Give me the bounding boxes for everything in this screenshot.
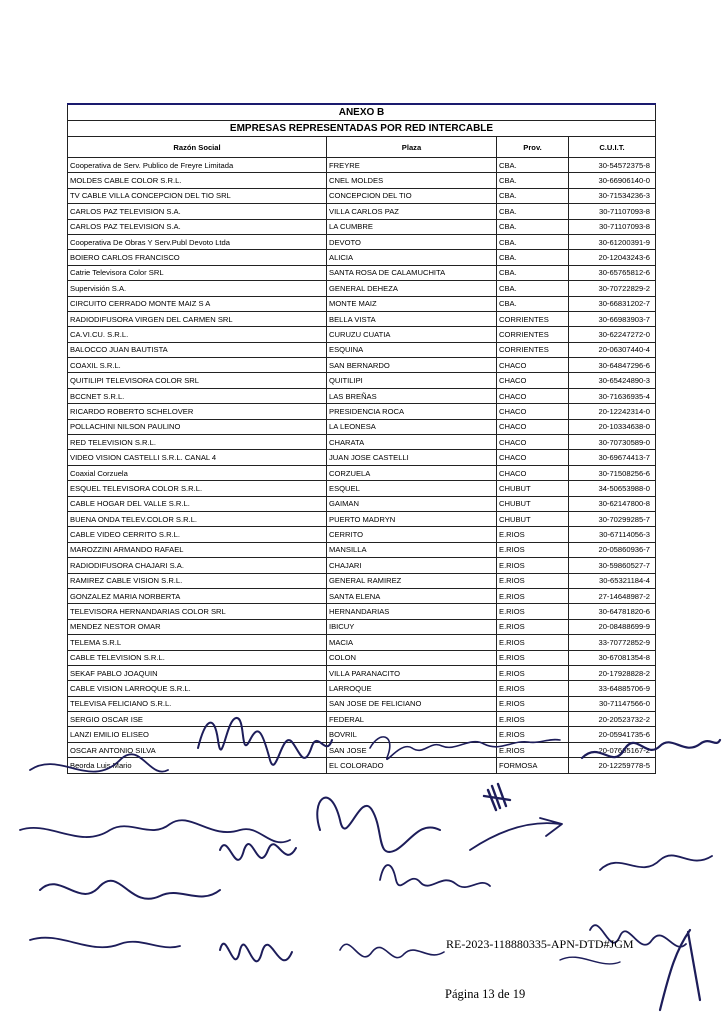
- razon-social-cell: GONZALEZ MARIA NORBERTA: [68, 588, 327, 603]
- annex-title: ANEXO B: [68, 104, 656, 121]
- table-row: [68, 604, 656, 619]
- table-row: [68, 250, 656, 265]
- column-header-razon-social: Razón Social: [68, 137, 327, 158]
- razon-social-cell: CARLOS PAZ TELEVISION S.A.: [68, 219, 327, 234]
- prov-cell: E.RIOS: [497, 573, 569, 588]
- prov-cell: CHACO: [497, 404, 569, 419]
- prov-cell: E.RIOS: [497, 619, 569, 634]
- razon-social-cell: BALOCCO JUAN BAUTISTA: [68, 342, 327, 357]
- razon-social-cell: Cooperativa de Serv. Publico de Freyre Limitada: [68, 158, 327, 173]
- razon-social-cell: OSCAR ANTONIO SILVA: [68, 742, 327, 757]
- cuit-cell: 30-67114056-3: [569, 527, 656, 542]
- cuit-cell: 20-17928828-2: [569, 665, 656, 680]
- prov-cell: E.RIOS: [497, 712, 569, 727]
- plaza-cell: SAN JOSE: [327, 742, 497, 757]
- prov-cell: CBA.: [497, 296, 569, 311]
- razon-social-cell: TELEMA S.R.L: [68, 635, 327, 650]
- signature-stroke: [40, 881, 220, 899]
- table-row: [68, 619, 656, 634]
- razon-social-cell: COAXIL S.R.L.: [68, 358, 327, 373]
- cuit-cell: 30-66983903-7: [569, 311, 656, 326]
- cuit-cell: 20-12242314-0: [569, 404, 656, 419]
- prov-cell: E.RIOS: [497, 527, 569, 542]
- prov-cell: E.RIOS: [497, 650, 569, 665]
- plaza-cell: CONCEPCION DEL TIO: [327, 188, 497, 203]
- cuit-cell: 30-54572375-8: [569, 158, 656, 173]
- table-row: [68, 327, 656, 342]
- cuit-cell: 34-50653988-0: [569, 481, 656, 496]
- table-row: [68, 358, 656, 373]
- signature-stroke: [370, 737, 560, 759]
- companies-table: [67, 103, 656, 774]
- annex-subtitle-row: [68, 121, 656, 137]
- plaza-cell: VILLA PARANACITO: [327, 665, 497, 680]
- plaza-cell: IBICUY: [327, 619, 497, 634]
- razon-social-cell: POLLACHINI NILSON PAULINO: [68, 419, 327, 434]
- cuit-cell: 30-70722829-2: [569, 281, 656, 296]
- prov-cell: CHUBUT: [497, 496, 569, 511]
- table-row: [68, 588, 656, 603]
- cuit-cell: 27-14648987-2: [569, 588, 656, 603]
- plaza-cell: GENERAL RAMIREZ: [327, 573, 497, 588]
- prov-cell: CHACO: [497, 450, 569, 465]
- column-header-prov: Prov.: [497, 137, 569, 158]
- signature-stroke: [220, 944, 292, 962]
- prov-cell: CORRIENTES: [497, 327, 569, 342]
- table-row: [68, 342, 656, 357]
- razon-social-cell: TELEVISA FELICIANO S.R.L.: [68, 696, 327, 711]
- plaza-cell: FREYRE: [327, 158, 497, 173]
- cuit-cell: 30-70730589-0: [569, 435, 656, 450]
- razon-social-cell: CARLOS PAZ TELEVISION S.A.: [68, 204, 327, 219]
- prov-cell: E.RIOS: [497, 696, 569, 711]
- cuit-cell: 20-05860936-7: [569, 542, 656, 557]
- cuit-cell: 20-12043243-6: [569, 250, 656, 265]
- razon-social-cell: Coaxial Corzuela: [68, 465, 327, 480]
- prov-cell: CHACO: [497, 358, 569, 373]
- document-id: RE-2023-118880335-APN-DTD#JGM: [446, 937, 634, 951]
- razon-social-cell: TV CABLE VILLA CONCEPCION DEL TIO SRL: [68, 188, 327, 203]
- prov-cell: E.RIOS: [497, 558, 569, 573]
- cuit-cell: 30-66906140-0: [569, 173, 656, 188]
- plaza-cell: ESQUEL: [327, 481, 497, 496]
- cuit-cell: 30-67081354-8: [569, 650, 656, 665]
- signature-stroke: [220, 844, 296, 860]
- razon-social-cell: SERGIO OSCAR ISE: [68, 712, 327, 727]
- prov-cell: CHACO: [497, 419, 569, 434]
- table-row: [68, 435, 656, 450]
- cuit-cell: 30-71636935-4: [569, 388, 656, 403]
- plaza-cell: LA CUMBRE: [327, 219, 497, 234]
- prov-cell: CORRIENTES: [497, 311, 569, 326]
- plaza-cell: FEDERAL: [327, 712, 497, 727]
- razon-social-cell: Catrie Televisora Color SRL: [68, 265, 327, 280]
- razon-social-cell: CIRCUITO CERRADO MONTE MAIZ S A: [68, 296, 327, 311]
- signature-stroke: [317, 798, 440, 852]
- plaza-cell: EL COLORADO: [327, 758, 497, 773]
- prov-cell: CHUBUT: [497, 481, 569, 496]
- plaza-cell: SAN JOSE DE FELICIANO: [327, 696, 497, 711]
- table-row: [68, 681, 656, 696]
- razon-social-cell: CABLE HOGAR DEL VALLE S.R.L.: [68, 496, 327, 511]
- signatures-scribble: [0, 700, 724, 1024]
- cuit-cell: 30-59860527-7: [569, 558, 656, 573]
- plaza-cell: LAS BREÑAS: [327, 388, 497, 403]
- plaza-cell: CORZUELA: [327, 465, 497, 480]
- prov-cell: E.RIOS: [497, 665, 569, 680]
- column-header-cuit: C.U.I.T.: [569, 137, 656, 158]
- page-number: Página 13 de 19: [445, 987, 526, 1001]
- razon-social-cell: TELEVISORA HERNANDARIAS COLOR SRL: [68, 604, 327, 619]
- razon-social-cell: RADIODIFUSORA VIRGEN DEL CARMEN SRL: [68, 311, 327, 326]
- cuit-cell: 30-71534236-3: [569, 188, 656, 203]
- table-row: [68, 311, 656, 326]
- plaza-cell: HERNANDARIAS: [327, 604, 497, 619]
- signature-stroke: [340, 944, 444, 957]
- cuit-cell: 30-71107093-8: [569, 219, 656, 234]
- table-row: [68, 404, 656, 419]
- plaza-cell: BELLA VISTA: [327, 311, 497, 326]
- prov-cell: E.RIOS: [497, 604, 569, 619]
- table-row: [68, 450, 656, 465]
- signature-stroke: [582, 740, 720, 758]
- cuit-cell: 30-66831202-7: [569, 296, 656, 311]
- table-row: [68, 234, 656, 249]
- razon-social-cell: RICARDO ROBERTO SCHELOVER: [68, 404, 327, 419]
- razon-social-cell: VIDEO VISION CASTELLI S.R.L. CANAL 4: [68, 450, 327, 465]
- plaza-cell: ALICIA: [327, 250, 497, 265]
- table-row: [68, 481, 656, 496]
- cuit-cell: 30-65424890-3: [569, 373, 656, 388]
- prov-cell: CHACO: [497, 388, 569, 403]
- plaza-cell: SANTA ELENA: [327, 588, 497, 603]
- signature-stroke: [660, 930, 700, 1010]
- plaza-cell: COLON: [327, 650, 497, 665]
- prov-cell: E.RIOS: [497, 542, 569, 557]
- prov-cell: CHACO: [497, 373, 569, 388]
- razon-social-cell: MENDEZ NESTOR OMAR: [68, 619, 327, 634]
- razon-social-cell: ESQUEL TELEVISORA COLOR S.R.L.: [68, 481, 327, 496]
- plaza-cell: QUITILIPI: [327, 373, 497, 388]
- table-row: [68, 281, 656, 296]
- prov-cell: CBA.: [497, 219, 569, 234]
- annex-title-row: [68, 104, 656, 121]
- cuit-cell: 30-61200391-9: [569, 234, 656, 249]
- razon-social-cell: SEKAF PABLO JOAQUIN: [68, 665, 327, 680]
- razon-social-cell: CABLE VIDEO CERRITO S.R.L.: [68, 527, 327, 542]
- plaza-cell: SAN BERNARDO: [327, 358, 497, 373]
- plaza-cell: CHARATA: [327, 435, 497, 450]
- table-row: [68, 296, 656, 311]
- prov-cell: FORMOSA: [497, 758, 569, 773]
- cuit-cell: 30-65321184-4: [569, 573, 656, 588]
- razon-social-cell: RED TELEVISION S.R.L.: [68, 435, 327, 450]
- prov-cell: E.RIOS: [497, 588, 569, 603]
- annex-subtitle: EMPRESAS REPRESENTADAS POR RED INTERCABLE: [68, 121, 656, 137]
- cuit-cell: 30-71508256-6: [569, 465, 656, 480]
- razon-social-cell: CA.VI.CU. S.R.L.: [68, 327, 327, 342]
- table-row: [68, 573, 656, 588]
- table-row: [68, 419, 656, 434]
- table-row: [68, 527, 656, 542]
- cuit-cell: 20-08488699-9: [569, 619, 656, 634]
- plaza-cell: CHAJARI: [327, 558, 497, 573]
- razon-social-cell: Beorda Luis Mario: [68, 758, 327, 773]
- prov-cell: CBA.: [497, 173, 569, 188]
- plaza-cell: LARROQUE: [327, 681, 497, 696]
- prov-cell: CBA.: [497, 234, 569, 249]
- signature-stroke: [484, 784, 510, 810]
- signature-stroke: [30, 754, 168, 771]
- signature-stroke: [600, 855, 712, 870]
- cuit-cell: 30-71147566-0: [569, 696, 656, 711]
- cuit-cell: 20-05941735-6: [569, 727, 656, 742]
- cuit-cell: 30-71107093-8: [569, 204, 656, 219]
- plaza-cell: DEVOTO: [327, 234, 497, 249]
- prov-cell: CHACO: [497, 435, 569, 450]
- cuit-cell: 30-70299285-7: [569, 511, 656, 526]
- column-header-plaza: Plaza: [327, 137, 497, 158]
- razon-social-cell: CABLE VISION LARROQUE S.R.L.: [68, 681, 327, 696]
- signature-stroke: [560, 957, 620, 964]
- cuit-cell: 30-62247272-0: [569, 327, 656, 342]
- cuit-cell: 20-07665167-2: [569, 742, 656, 757]
- table-row: [68, 665, 656, 680]
- signature-stroke: [20, 820, 290, 842]
- signature-stroke: [30, 938, 180, 948]
- table-row: [68, 219, 656, 234]
- table-row: [68, 188, 656, 203]
- signature-stroke: [198, 718, 332, 765]
- signature-stroke: [470, 818, 562, 850]
- plaza-cell: MANSILLA: [327, 542, 497, 557]
- cuit-cell: 20-06307440-4: [569, 342, 656, 357]
- table-row: [68, 158, 656, 173]
- plaza-cell: PRESIDENCIA ROCA: [327, 404, 497, 419]
- plaza-cell: VILLA CARLOS PAZ: [327, 204, 497, 219]
- cuit-cell: 30-64847296-6: [569, 358, 656, 373]
- plaza-cell: MONTE MAIZ: [327, 296, 497, 311]
- cuit-cell: 20-12259778-5: [569, 758, 656, 773]
- razon-social-cell: CABLE TELEVISION S.R.L.: [68, 650, 327, 665]
- razon-social-cell: BUENA ONDA TELEV.COLOR S.R.L.: [68, 511, 327, 526]
- prov-cell: E.RIOS: [497, 635, 569, 650]
- prov-cell: CORRIENTES: [497, 342, 569, 357]
- table-row: [68, 496, 656, 511]
- prov-cell: CHACO: [497, 465, 569, 480]
- prov-cell: E.RIOS: [497, 742, 569, 757]
- prov-cell: CBA.: [497, 188, 569, 203]
- plaza-cell: CURUZU CUATIA: [327, 327, 497, 342]
- cuit-cell: 20-20523732-2: [569, 712, 656, 727]
- razon-social-cell: Cooperativa De Obras Y Serv.Publ Devoto Ltda: [68, 234, 327, 249]
- plaza-cell: ESQUINA: [327, 342, 497, 357]
- razon-social-cell: BOIERO CARLOS FRANCISCO: [68, 250, 327, 265]
- table-row: [68, 465, 656, 480]
- prov-cell: CBA.: [497, 250, 569, 265]
- cuit-cell: 30-62147800-8: [569, 496, 656, 511]
- razon-social-cell: MOLDES CABLE COLOR S.R.L.: [68, 173, 327, 188]
- prov-cell: CHUBUT: [497, 511, 569, 526]
- razon-social-cell: BCCNET S.R.L.: [68, 388, 327, 403]
- column-header-row: [68, 137, 656, 158]
- plaza-cell: CNEL MOLDES: [327, 173, 497, 188]
- table-row: [68, 265, 656, 280]
- table-row: [68, 650, 656, 665]
- cuit-cell: 30-65765812-6: [569, 265, 656, 280]
- prov-cell: CBA.: [497, 204, 569, 219]
- table-row: [68, 635, 656, 650]
- prov-cell: CBA.: [497, 158, 569, 173]
- plaza-cell: PUERTO MADRYN: [327, 511, 497, 526]
- plaza-cell: LA LEONESA: [327, 419, 497, 434]
- cuit-cell: 33-70772852-9: [569, 635, 656, 650]
- table-row: [68, 558, 656, 573]
- table-row: [68, 373, 656, 388]
- plaza-cell: BOVRIL: [327, 727, 497, 742]
- table-row: [68, 388, 656, 403]
- razon-social-cell: Supervisión S.A.: [68, 281, 327, 296]
- table-row: [68, 542, 656, 557]
- signature-stroke: [380, 865, 490, 887]
- plaza-cell: GAIMAN: [327, 496, 497, 511]
- plaza-cell: JUAN JOSE CASTELLI: [327, 450, 497, 465]
- plaza-cell: CERRITO: [327, 527, 497, 542]
- prov-cell: E.RIOS: [497, 727, 569, 742]
- prov-cell: CBA.: [497, 265, 569, 280]
- table-row: [68, 173, 656, 188]
- prov-cell: CBA.: [497, 281, 569, 296]
- razon-social-cell: QUITILIPI TELEVISORA COLOR SRL: [68, 373, 327, 388]
- cuit-cell: 20-10334638-0: [569, 419, 656, 434]
- razon-social-cell: RAMIREZ CABLE VISION S.R.L.: [68, 573, 327, 588]
- table-row: [68, 204, 656, 219]
- cuit-cell: 30-69674413-7: [569, 450, 656, 465]
- table-row: [68, 511, 656, 526]
- razon-social-cell: LANZI EMILIO ELISEO: [68, 727, 327, 742]
- prov-cell: E.RIOS: [497, 681, 569, 696]
- plaza-cell: GENERAL DEHEZA: [327, 281, 497, 296]
- razon-social-cell: RADIODIFUSORA CHAJARI S.A.: [68, 558, 327, 573]
- plaza-cell: SANTA ROSA DE CALAMUCHITA: [327, 265, 497, 280]
- cuit-cell: 30-64781820-6: [569, 604, 656, 619]
- razon-social-cell: MAROZZINI ARMANDO RAFAEL: [68, 542, 327, 557]
- plaza-cell: MACIA: [327, 635, 497, 650]
- cuit-cell: 33-64885706-9: [569, 681, 656, 696]
